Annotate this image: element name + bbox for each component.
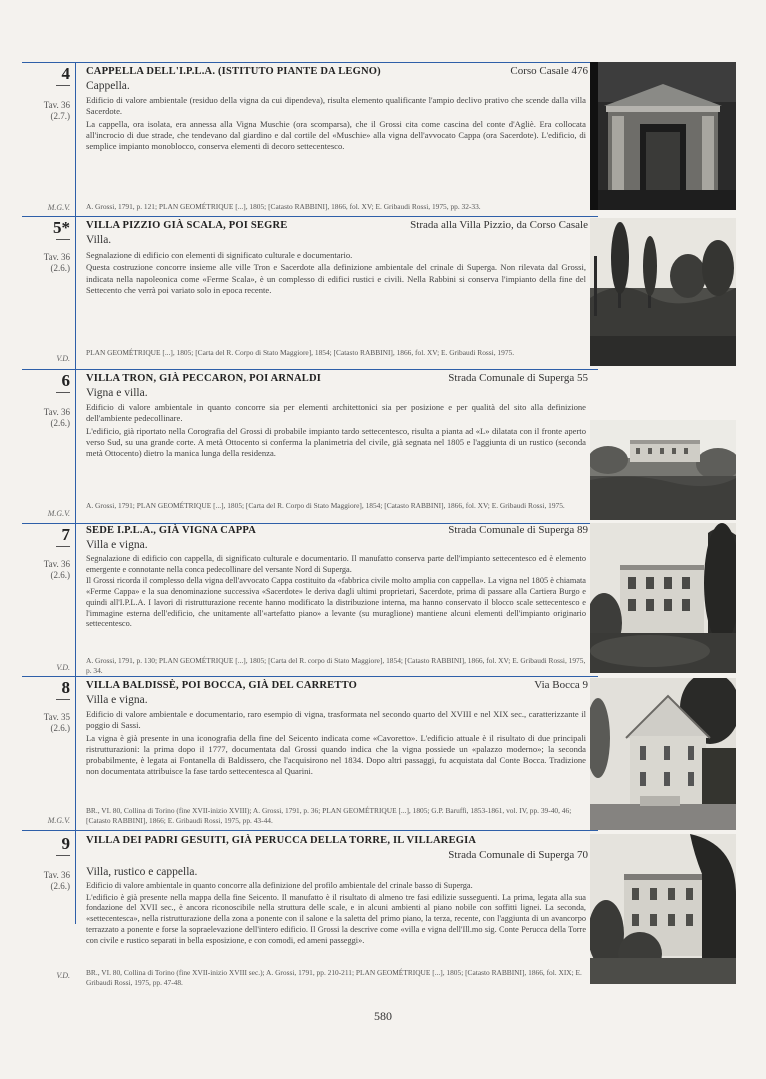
entry-author: V.D. bbox=[56, 663, 70, 672]
entry-type: Villa. bbox=[86, 234, 112, 246]
number-underline bbox=[56, 699, 70, 700]
entry-divider bbox=[22, 676, 598, 677]
entry-number: 7 bbox=[61, 525, 70, 544]
entry-type: Villa e vigna. bbox=[86, 539, 148, 551]
plate-number: Tav. 36 bbox=[43, 100, 70, 110]
photo-chapel bbox=[590, 62, 736, 210]
entry-type: Cappella. bbox=[86, 80, 130, 92]
entry-number: 4 bbox=[61, 64, 70, 83]
entry-address: Corso Casale 476 bbox=[510, 65, 588, 77]
entry-divider bbox=[22, 830, 598, 831]
entry-address: Via Bocca 9 bbox=[534, 679, 588, 691]
paragraph: Questa costruzione concorre insieme alle ville Tron e Sacerdote alla definizione ambientale del crinale di Superga. Non rilevata dal Grossi, indicata nella napoleonica come «Ferme Scala», è un complesso di edifici rustici e civili. Nella Rabbini si conserva l'impianto della fine del Settecento che verrà poi variato solo in epoca recente. bbox=[86, 262, 586, 295]
plate-reference bbox=[28, 252, 70, 274]
plate-number: Tav. 36 bbox=[43, 559, 70, 569]
entry-description bbox=[86, 95, 586, 153]
paragraph: Edificio di valore ambientale in quanto concorre alla definizione del profilo ambientale del crinale basso di Superga. bbox=[86, 881, 473, 890]
entry-author: M.G.V. bbox=[47, 203, 70, 212]
entry-title: VILLA PIZZIO GIÀ SCALA, POI SEGRE bbox=[86, 220, 288, 231]
plate-sub: (2.6.) bbox=[50, 418, 70, 428]
entry-divider bbox=[22, 216, 598, 217]
entry-description bbox=[86, 250, 586, 297]
entry-divider bbox=[22, 62, 598, 63]
entry-references: PLAN GEOMÉTRIQUE [...], 1805; [Carta del R. Corpo di Stato Maggiore], 1854; [Catasto RABBINI], 1866, fol. XV; E. Gribaudi Rossi, 1975. bbox=[86, 348, 515, 357]
plate-number: Tav. 36 bbox=[43, 407, 70, 417]
entry-address: Strada Comunale di Superga 89 bbox=[448, 524, 588, 536]
entry-references: A. Grossi, 1791, p. 121; PLAN GEOMÉTRIQUE [...], 1805; [Catasto RABBINI], 1866, fol. XV; E. Gribaudi Rossi, 1975, pp. 32-33. bbox=[86, 202, 481, 211]
entry-references: BR., VI. 80, Collina di Torino (fine XVII-inizio XVIII sec.); A. Grossi, 1791, pp. 210-211; PLAN GEOMÉTRIQUE [...], 1805; [Catasto RABBINI], 1866, fol. XIX; E. Gribaudi Rossi, 1975, pp. 47-48. bbox=[86, 968, 582, 987]
photo-sede-ipla bbox=[590, 523, 736, 673]
entry-address: Strada alla Villa Pizzio, da Corso Casale bbox=[410, 219, 588, 231]
plate-reference bbox=[28, 559, 70, 581]
paragraph: Edificio di valore ambientale in quanto concorre sia per elementi architettonici sia per posizione e per qualità del sito alla definizione dell'ambiente pedecollinare. bbox=[86, 402, 586, 424]
entry-title: VILLA BALDISSÈ, POI BOCCA, GIÀ DEL CARRETTO bbox=[86, 680, 357, 691]
entry-type: Vigna e villa. bbox=[86, 387, 148, 399]
entry-divider bbox=[22, 369, 598, 370]
paragraph: L'edificio, già riportato nella Corografia del Grossi di probabile impianto tardo settecentesco, risulta a pianta ad «L» dilatata con il fronte aperto verso Sud, su una grande corte. A metà Ottocento si conferma la planimetria del civile, già segnata nel 1805 e l'aggiunta di un rustico (seconda metà Ottocento) dietro la manica lunga della residenza. bbox=[86, 425, 586, 459]
entry-number: 9 bbox=[61, 834, 70, 853]
number-underline bbox=[56, 239, 70, 240]
plate-reference bbox=[28, 712, 70, 734]
paragraph: Il Grossi ricorda il complesso della vigna dell'avvocato Cappa costituito da «fabbrica civile molto amplia con cappella». La vigna nel 1805 è chiamata «Ferme Cappa» e la sua denominazione successiva «Sacerdote» le deriva dagli ultimi proprietari, Sacerdote, prima di passare alla Cartiera Burgo e quindi all'I.P.L.A. I lavori di ristrutturazione recente hanno modificato la distribuzione interna, ma hanno conservato il blocco scale settecentesco e l'immagine esterna dell'edificio, che unitamente all'«artefatto piano» a levante (su muraglione) mantiene alcuni elementi dell'impianto originario settecentesco. bbox=[86, 576, 586, 629]
number-underline bbox=[56, 392, 70, 393]
entry-references: A. Grossi, 1791; PLAN GEOMÉTRIQUE [...], 1805; [Carta del R. Corpo di Stato Maggiore], 1854; [Catasto RABBINI], 1866, fol. XV; E. Gribaudi Rossi, 1975. bbox=[86, 501, 565, 510]
entry-number: 8 bbox=[61, 678, 70, 697]
entry-author: M.G.V. bbox=[47, 509, 70, 518]
entry-title: CAPPELLA DELL'I.P.L.A. (ISTITUTO PIANTE DA LEGNO) bbox=[86, 66, 381, 77]
plate-sub: (2.6.) bbox=[50, 881, 70, 891]
plate-sub: (2.7.) bbox=[50, 111, 70, 121]
paragraph: Edificio di valore ambientale e documentario, raro esempio di vigna, trasformata nel secondo quarto del XVIII e nel XIX sec., caratterizzante il poggio di Sassi. bbox=[86, 709, 586, 731]
entry-description bbox=[86, 554, 586, 631]
entry-number: 5* bbox=[53, 218, 70, 237]
paragraph: Segnalazione di edificio con cappella, di significato culturale e documentario. Il manufatto conserva parte dell'impianto settecentesco ed è elemento emergente e connotante nella conca pedecollinare del versante Nord di Superga. bbox=[86, 554, 586, 574]
entry-title: VILLA TRON, GIÀ PECCARON, POI ARNALDI bbox=[86, 373, 322, 384]
entry-description bbox=[86, 402, 586, 460]
photo-villa-tron bbox=[590, 420, 736, 520]
entry-author: V.D. bbox=[56, 971, 70, 980]
entry-number: 6 bbox=[61, 371, 70, 390]
paragraph: La cappella, ora isolata, era annessa alla Vigna Muschie (ora scomparsa), che il Grossi cita come cascina del conte d'Agliè. Era collocata all'incrocio di due strade, che tendevano dal giardino e dal cortile del «Muschie» alla vigna dell'avvocato Cappa (ora Sacerdote). L'edificio, di semplice impianto monoblocco, conserva elementi di decoro settecentesco. bbox=[86, 118, 586, 152]
paragraph: Edificio di valore ambientale (residuo della vigna da cui dipendeva), risulta elemento qualificante l'ampio declivo prativo che scende dalla villa Sacerdote. bbox=[86, 95, 586, 117]
entry-references: BR., VI. 80, Collina di Torino (fine XVII-inizio XVIII); A. Grossi, 1791, p. 36; PLAN GEOMÉTRIQUE [...], 1805; G.P. Baruffi, 1853-1861, vol. IV, pp. 39-40, 46; [Catasto RABBINI], 1866; E. Gribaudi Rossi, 1975, pp. 43-44. bbox=[86, 806, 572, 825]
number-underline bbox=[56, 855, 70, 856]
plate-number: Tav. 36 bbox=[43, 252, 70, 262]
entry-type: Villa, rustico e cappella. bbox=[86, 866, 198, 878]
plate-number: Tav. 36 bbox=[43, 870, 70, 880]
entry-title: SEDE I.P.L.A., GIÀ VIGNA CAPPA bbox=[86, 525, 257, 536]
entry-title: VILLA DEI PADRI GESUITI, GIÀ PERUCCA DELLA TORRE, IL VILLAREGIA bbox=[86, 835, 477, 846]
number-underline bbox=[56, 546, 70, 547]
paragraph: Segnalazione di edificio con elementi di significato culturale e documentario. bbox=[86, 250, 353, 260]
photo-villa-regia bbox=[590, 834, 736, 984]
plate-number: Tav. 35 bbox=[43, 712, 70, 722]
plate-reference bbox=[28, 870, 70, 892]
entry-description bbox=[86, 709, 586, 779]
column-divider bbox=[75, 62, 76, 924]
page-number: 580 bbox=[374, 1009, 392, 1023]
plate-reference bbox=[28, 407, 70, 429]
entry-address: Strada Comunale di Superga 55 bbox=[448, 372, 588, 384]
entry-description bbox=[86, 881, 586, 947]
entry-author: V.D. bbox=[56, 354, 70, 363]
entry-references: A. Grossi, 1791, p. 130; PLAN GEOMÉTRIQUE [...], 1805; [Carta del R. corpo di Stato Maggiore], 1854; [Catasto RABBINI], 1866, fol. XV; E. Gribaudi Rossi, 1975, p. 34. bbox=[86, 656, 586, 675]
plate-sub: (2.6.) bbox=[50, 723, 70, 733]
paragraph: La vigna è già presente in una iconografia della fine del Seicento indicata come «Cavoretto». L'edificio attuale è il risultato di due principali ristrutturazioni: la prima dopo il 1777, documentata dal Grossi quando indica che la vigna possiede un «palazzo moderno»; la seconda probabilmente, è legata ai Fontanella di Baldissero, che l'acquisirono nel 1834. Dopo altri passaggi, fu acquistata dal Conte Bocca. Tradizione non documentata attribuisce la fase tardo settecentesca al Quarini. bbox=[86, 732, 586, 777]
plate-sub: (2.6.) bbox=[50, 570, 70, 580]
plate-sub: (2.6.) bbox=[50, 263, 70, 273]
entry-author: M.G.V. bbox=[47, 816, 70, 825]
plate-reference bbox=[28, 100, 70, 122]
entry-address: Strada Comunale di Superga 70 bbox=[448, 849, 588, 861]
photo-villa-baldisse bbox=[590, 678, 736, 830]
photo-villa-pizzio bbox=[590, 218, 736, 366]
entry-type: Villa e vigna. bbox=[86, 694, 148, 706]
number-underline bbox=[56, 85, 70, 86]
paragraph: L'edificio è già presente nella mappa della fine Seicento. Il manufatto è il risultato di almeno tre fasi edilizie susseguenti. La prima, legata alla sua fondazione del XVII sec., è ancora riconoscibile nella struttura delle scale, e in alcuni ambienti al piano nobile con soffitti lignei. La seconda, «settecentesca», nella ristrutturazione della zona a ponente con il salone e la saletta del primo piano, la terza, recente, con l'aggiunta di un avancorpo terrazzato a ponente e forse la sopraelevazione dell'intero edificio. Il Grossi la descrive come «villa e vigna dell'Ill.mo sig. Conte Perucca della Torre con civile e rustico separati in bella esposizione, e con comodi, ed ameni passeggi». bbox=[86, 892, 586, 945]
